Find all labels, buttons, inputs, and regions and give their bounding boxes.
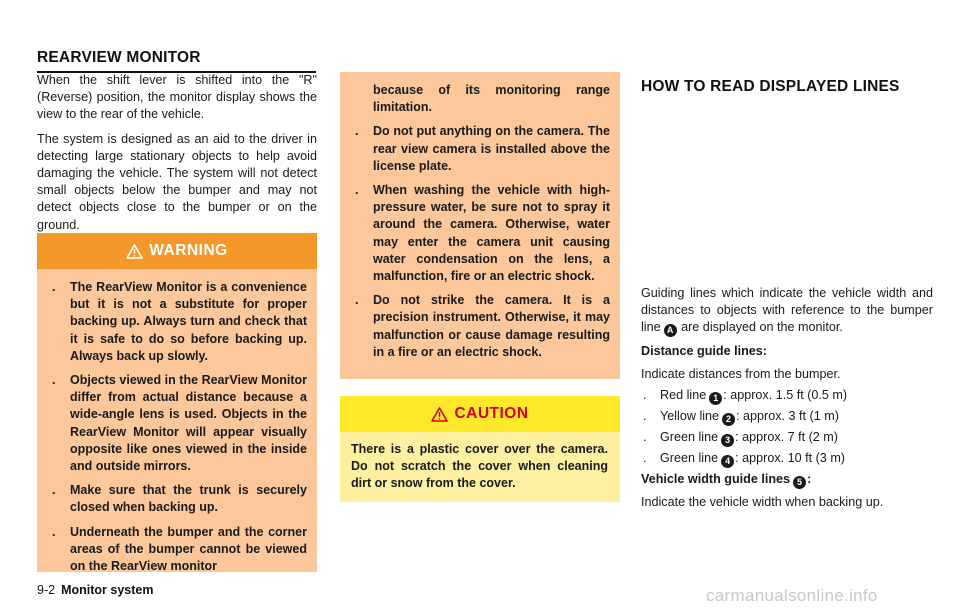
guide-line-label: Yellow line bbox=[660, 408, 720, 423]
bullet: . bbox=[643, 387, 647, 402]
guide-line-label: Green line bbox=[660, 450, 719, 465]
lines-intro-before: Guiding lines which indicate the vehicle width and distances to objects with reference to the bumper line bbox=[641, 286, 933, 335]
bullet: . bbox=[643, 429, 647, 444]
bullet: . bbox=[643, 408, 647, 423]
warning-item bbox=[48, 482, 307, 516]
bullet: . bbox=[355, 183, 359, 198]
intro-column bbox=[37, 72, 317, 234]
warning-item-text: Underneath the bumper and the corner areas of the bumper cannot be viewed on the RearView monitor bbox=[70, 524, 307, 574]
guide-line-item bbox=[641, 429, 933, 447]
footer-section: Monitor system bbox=[61, 583, 154, 597]
bullet: . bbox=[643, 450, 647, 465]
lines-intro bbox=[641, 285, 933, 337]
badge-1-icon: 1 bbox=[709, 392, 722, 405]
page-footer bbox=[37, 583, 153, 597]
warning-triangle-icon bbox=[126, 244, 143, 259]
caution-box bbox=[340, 396, 620, 502]
bullet: . bbox=[52, 280, 56, 294]
badge-5-icon: 5 bbox=[793, 476, 806, 489]
displayed-lines-column bbox=[641, 285, 933, 511]
warning-box bbox=[37, 233, 317, 572]
width-guide-heading bbox=[641, 471, 933, 489]
intro-paragraph-1: When the shift lever is shifted into the "R" (Reverse) position, the monitor display shows the view to the rear of the vehicle. bbox=[37, 73, 317, 122]
warning-item-text: Make sure that the trunk is securely closed when backing up. bbox=[70, 483, 307, 515]
caution-text: There is a plastic cover over the camera. Do not scratch the cover when cleaning dirt or snow from the cover. bbox=[351, 442, 608, 491]
guide-line-text: : approx. 1.5 ft (0.5 m) bbox=[723, 387, 848, 402]
warning-continued-text: because of its monitoring range limitation. bbox=[373, 83, 610, 115]
warning-item-text: The RearView Monitor is a convenience but it is not a substitute for proper backing up. Always turn and check that it is safe to do so before backing up. Always back up slowly. bbox=[70, 280, 307, 363]
caution-title: CAUTION bbox=[454, 405, 529, 422]
distance-guide-list bbox=[641, 387, 933, 468]
distance-guide-heading: Distance guide lines: bbox=[641, 344, 767, 359]
caution-header bbox=[340, 396, 620, 432]
guide-line-label: Green line bbox=[660, 429, 719, 444]
warning-item bbox=[48, 279, 307, 365]
width-guide-colon: : bbox=[807, 471, 812, 486]
badge-4-icon: 4 bbox=[721, 455, 734, 468]
distance-guide-desc: Indicate distances from the bumper. bbox=[641, 366, 841, 381]
section-title: REARVIEW MONITOR bbox=[37, 49, 316, 73]
guide-line-item bbox=[641, 387, 933, 405]
caution-triangle-icon bbox=[431, 407, 448, 422]
warning-item bbox=[351, 292, 610, 361]
warning-item-text: Do not put anything on the camera. The rear view camera is installed above the license plate. bbox=[373, 124, 610, 173]
guide-line-text: : approx. 10 ft (3 m) bbox=[735, 450, 845, 465]
warning-item bbox=[351, 182, 610, 285]
warning-item bbox=[48, 372, 307, 475]
warning-title: WARNING bbox=[149, 242, 228, 259]
page-number: 9-2 bbox=[37, 583, 56, 597]
bullet: . bbox=[52, 373, 56, 388]
warning-list bbox=[37, 269, 317, 575]
warning-item-text: When washing the vehicle with high-pressure water, be sure not to spray it around the camera. Otherwise, water may enter the camera unit causing water condensation on the lens, a malfunction, fire or an electric shock. bbox=[373, 183, 610, 284]
badge-a-icon: A bbox=[664, 324, 677, 337]
warning-item-text: Objects viewed in the RearView Monitor differ from actual distance because a wide-angle lens is used. Objects in the RearView Monitor will appear visually opposite like ones viewed in the inside and outside mirrors. bbox=[70, 373, 307, 474]
badge-2-icon: 2 bbox=[722, 413, 735, 426]
bullet: . bbox=[52, 483, 56, 498]
width-guide-desc: Indicate the vehicle width when backing up. bbox=[641, 494, 884, 509]
badge-3-icon: 3 bbox=[721, 434, 734, 447]
guide-line-label: Red line bbox=[660, 387, 707, 402]
lines-intro-after: are displayed on the monitor. bbox=[681, 320, 843, 335]
bullet: . bbox=[355, 293, 359, 308]
guide-line-item bbox=[641, 408, 933, 426]
guide-line-item bbox=[641, 450, 933, 468]
watermark: carmanualsonline.info bbox=[706, 586, 878, 605]
warning-item bbox=[48, 524, 307, 576]
warning-item-text: Do not strike the camera. It is a precision instrument. Otherwise, it may malfunction or cause damage resulting in a fire or an electric shock. bbox=[373, 293, 610, 359]
warning-list-continued bbox=[351, 123, 610, 361]
bullet: . bbox=[52, 524, 56, 539]
width-guide-heading-text: Vehicle width guide lines bbox=[641, 471, 791, 486]
warning-header bbox=[37, 233, 317, 269]
guide-line-text: : approx. 3 ft (1 m) bbox=[736, 408, 839, 423]
intro-paragraph-2: The system is designed as an aid to the driver in detecting large stationary objects to help avoid damaging the vehicle. The system will not detect small objects below the bumper and may not detect objects close to the bumper or on the ground. bbox=[37, 131, 317, 232]
guide-line-text: : approx. 7 ft (2 m) bbox=[735, 429, 838, 444]
section-title-displayed-lines: HOW TO READ DISPLAYED LINES bbox=[641, 78, 900, 95]
warning-box-continued bbox=[340, 72, 620, 379]
warning-item bbox=[351, 123, 610, 175]
bullet: . bbox=[355, 124, 359, 139]
